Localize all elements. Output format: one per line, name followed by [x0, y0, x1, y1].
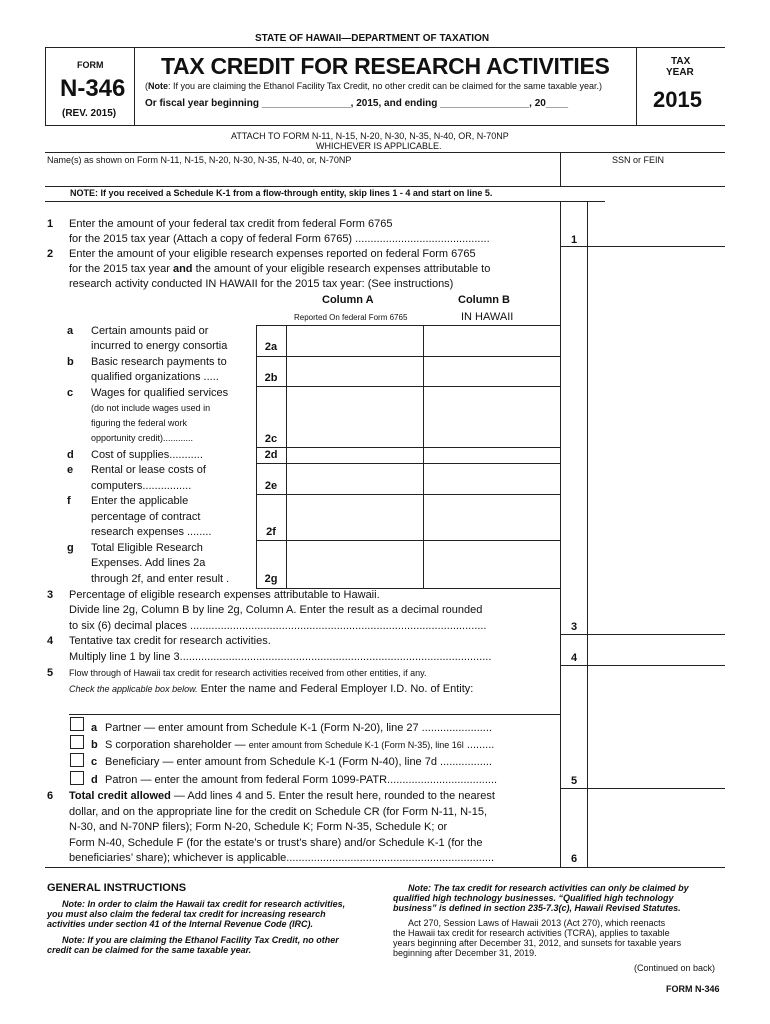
line-6-text-4: Form N-40, Schedule F (for the estate’s or trust’s share) and/or Schedule K-1 (for the [69, 837, 483, 849]
entity-name-input[interactable] [69, 697, 555, 713]
form-revision: (REV. 2015) [62, 108, 117, 119]
option-c-letter: c [91, 756, 98, 768]
line-5-text-2: Check the applicable box below. Enter the name and Federal Employer I.D. No. of Entity: [69, 683, 474, 695]
line-6-text-3: N-30, and N-70NP filers); Form N-20, Schedule K; Form N-35, Schedule K; or [69, 821, 448, 833]
line-3-text-3: to six (6) decimal places ................................................................................................. [69, 620, 487, 632]
header-left-rule [45, 47, 46, 125]
line-2e-col-a-input[interactable] [288, 476, 421, 492]
line-5-number: 5 [47, 667, 54, 679]
line-1-box-label: 1 [570, 234, 578, 246]
line-1-text-1: Enter the amount of your federal tax credit from federal Form 6765 [69, 218, 393, 230]
line-2c-text-2: (do not include wages used in [91, 403, 211, 413]
line-2g-text-1: Total Eligible Research [91, 542, 203, 554]
form-number: N-346 [60, 75, 126, 102]
ethanol-note: (Note: If you are claiming the Ethanol Facility Tax Credit, no other credit can be claimed for the same taxable year.) [145, 81, 603, 91]
line-2d-letter: d [67, 449, 74, 461]
line-6-text-5: beneficiaries’ share); whichever is applicable.................................................................... [69, 852, 495, 864]
ssn-label: SSN or FEIN [612, 155, 665, 165]
line-2b-text-1: Basic research payments to [91, 356, 227, 368]
continued-on-back: (Continued on back) [634, 963, 716, 973]
line-2d-box-label: 2d [264, 449, 278, 461]
checkbox-beneficiary[interactable] [70, 753, 84, 767]
fiscal-year-line[interactable]: Or fiscal year beginning ________________, 2015, and ending ________________, 20____ [145, 98, 569, 109]
line-2g-text-3: through 2f, and enter result . [91, 573, 230, 585]
general-note-2-line-2: credit can be claimed for the same taxable year. [47, 945, 252, 955]
line-4-text-1: Tentative tax credit for research activities. [69, 635, 271, 647]
line-5-text-1: Flow through of Hawaii tax credit for research activities received from other entities, if any. [69, 668, 427, 678]
line-2a-box-label: 2a [264, 341, 278, 353]
act-270-line-2: the Hawaii tax credit for research activities (TCRA), applies to taxable [393, 928, 670, 938]
line-2f-text-2: percentage of contract [91, 511, 201, 523]
form-box-divider [134, 47, 135, 125]
line-2c-text-4: opportunity credit)............ [91, 433, 194, 443]
row-2a-rule [256, 356, 560, 357]
option-a-letter: a [91, 722, 98, 734]
option-a-text: Partner — enter amount from Schedule K-1 (Form N-20), line 27 ....................... [105, 722, 492, 734]
line-2g-col-b-input[interactable] [425, 570, 558, 586]
line-2g-col-a-input[interactable] [288, 570, 421, 586]
entity-name-rule [69, 714, 560, 715]
line-2e-text-1: Rental or lease costs of [91, 464, 206, 476]
line-1-amount-input[interactable] [589, 230, 725, 246]
line-3-rule [560, 634, 725, 635]
attach-line-2: WHICHEVER IS APPLICABLE. [316, 141, 442, 151]
names-label: Name(s) as shown on Form N-11, N-15, N-20, N-30, N-35, N-40, or, N-70NP [47, 155, 352, 165]
column-a-title: Column A [322, 294, 374, 306]
option-b-letter: b [91, 739, 98, 751]
act-270-line-3: years beginning after December 31, 2012, and sunsets for taxable years [393, 938, 682, 948]
line-4-amount-input[interactable] [589, 648, 725, 664]
column-b-subtitle: IN HAWAII [461, 311, 514, 323]
line-2-grid-left [256, 325, 257, 588]
amount-col-mid-rule [587, 201, 588, 867]
names-top-rule [45, 152, 725, 153]
line-2-grid-label-divider [286, 325, 287, 588]
option-d-text: Patron — enter the amount from federal Form 1099-PATR.................................... [105, 774, 498, 786]
line-2-text-3: research activity conducted IN HAWAII for the 2015 tax year: (See instructions) [69, 278, 454, 290]
tax-year-label-2: YEAR [666, 67, 694, 78]
checkbox-patron[interactable] [70, 771, 84, 785]
line-2c-text-1: Wages for qualified services [91, 387, 229, 399]
line-2g-letter: g [67, 542, 74, 554]
attach-line-1: ATTACH TO FORM N-11, N-15, N-20, N-30, N-35, N-40, OR, N-70NP [231, 131, 509, 141]
tax-year-label-1: TAX [671, 56, 691, 67]
line-2b-text-2: qualified organizations ..... [91, 371, 219, 383]
column-a-subtitle: Reported On federal Form 6765 [294, 313, 408, 322]
line-2d-col-a-input[interactable] [288, 447, 421, 463]
checkbox-s-corp[interactable] [70, 735, 84, 749]
line-3-number: 3 [47, 589, 54, 601]
line-6-bottom-rule [45, 867, 725, 868]
right-note-line-1: Note: The tax credit for research activities can only be claimed by [408, 883, 689, 893]
option-d-letter: d [91, 774, 98, 786]
line-2d-text-1: Cost of supplies........... [91, 449, 203, 461]
form-title: TAX CREDIT FOR RESEARCH ACTIVITIES [161, 53, 610, 79]
line-2a-col-a-input[interactable] [288, 338, 421, 354]
line-2c-text-3: figuring the federal work [91, 418, 188, 428]
line-2c-letter: c [67, 387, 74, 399]
line-2a-text-1: Certain amounts paid or [91, 325, 209, 337]
line-1-rule [560, 246, 725, 247]
k1-note-rule [45, 201, 605, 202]
line-5-rule [560, 788, 725, 789]
line-6-text-1: Total credit allowed — Add lines 4 and 5. Enter the result here, rounded to the nearest [69, 790, 495, 802]
right-note-line-3: business” is defined in section 235-7.3(c), Hawaii Revised Statutes. [393, 903, 681, 913]
line-4-number: 4 [47, 635, 54, 647]
line-2b-box-label: 2b [264, 372, 278, 384]
line-2a-letter: a [67, 325, 74, 337]
line-2c-col-a-input[interactable] [288, 429, 421, 445]
ssn-input[interactable] [563, 167, 723, 183]
line-3-amount-input[interactable] [589, 617, 725, 633]
line-2b-col-a-input[interactable] [288, 368, 421, 384]
general-instructions-heading: GENERAL INSTRUCTIONS [47, 882, 187, 894]
line-1-number: 1 [47, 218, 54, 230]
line-6-box-label: 6 [570, 853, 578, 865]
line-2f-text-3: research expenses ........ [91, 526, 212, 538]
line-2f-col-b-input[interactable] [425, 522, 558, 538]
line-2a-col-b-input[interactable] [425, 338, 558, 354]
line-2e-letter: e [67, 464, 74, 476]
names-input[interactable] [47, 167, 557, 183]
line-2d-col-b-input[interactable] [425, 447, 558, 463]
line-5-amount-input[interactable] [589, 771, 725, 787]
line-6-text-2: dollar, and on the appropriate line for the credit on Schedule CR (for Form N-11, N-15, [69, 806, 488, 818]
line-2g-text-2: Expenses. Add lines 2a [91, 557, 206, 569]
line-3-box-label: 3 [570, 621, 578, 633]
ssn-divider [560, 152, 561, 186]
line-2c-col-b-input[interactable] [425, 429, 558, 445]
column-b-title: Column B [458, 294, 510, 306]
line-3-text-1: Percentage of eligible research expenses attributable to Hawaii. [69, 589, 380, 601]
amount-col-left-rule [560, 201, 561, 867]
line-6-number: 6 [47, 790, 54, 802]
line-3-text-2: Divide line 2g, Column B by line 2g, Column A. Enter the result as a decimal rounded [69, 604, 483, 616]
line-2e-box-label: 2e [264, 480, 278, 492]
general-note-1-line-3: activities under section 41 of the Internal Revenue Code (IRC). [47, 919, 314, 929]
act-270-line-1: Act 270, Session Laws of Hawaii 2013 (Act 270), which reenacts [408, 918, 666, 928]
line-2-text-1: Enter the amount of your eligible research expenses reported on federal Form 6765 [69, 248, 476, 260]
line-4-text-2: Multiply line 1 by line 3...................................................................................................... [69, 651, 492, 663]
row-2f-rule [256, 540, 560, 541]
footer-form-number: FORM N-346 [666, 984, 720, 994]
line-6-amount-input[interactable] [589, 849, 725, 865]
line-2-number: 2 [47, 248, 54, 260]
general-note-1-line-1: Note: In order to claim the Hawaii tax credit for research activities, [62, 899, 346, 909]
line-2f-letter: f [67, 495, 71, 507]
tax-year: 2015 [653, 87, 702, 112]
line-2f-text-1: Enter the applicable [91, 495, 189, 507]
row-2d-rule [256, 463, 560, 464]
option-b-text: S corporation shareholder — enter amount from Schedule K-1 (Form N-35), line 16l ......... [105, 739, 495, 751]
line-2-grid-top [256, 325, 560, 326]
row-2b-rule [256, 386, 560, 387]
line-2g-box-label: 2g [264, 573, 278, 585]
line-2-grid-col-divider [423, 325, 424, 588]
general-note-2-line-1: Note: If you are claiming the Ethanol Facility Tax Credit, no other [62, 935, 339, 945]
names-bottom-rule [45, 186, 725, 187]
right-note-line-2: qualified high technology businesses. “Qualified high technology [393, 893, 674, 903]
checkbox-partner[interactable] [70, 717, 84, 731]
line-2-text-2: for the 2015 tax year and the amount of your eligible research expenses attributable to [69, 263, 491, 275]
line-2f-col-a-input[interactable] [288, 522, 421, 538]
k1-note: NOTE: If you received a Schedule K-1 from a flow-through entity, skip lines 1 - 4 and start on line 5. [70, 188, 493, 198]
line-2c-box-label: 2c [264, 433, 278, 445]
line-2b-col-b-input[interactable] [425, 368, 558, 384]
agency-name: STATE OF HAWAII—DEPARTMENT OF TAXATION [255, 33, 490, 44]
line-1-text-2: for the 2015 tax year (Attach a copy of federal Form 6765) ............................................ [69, 233, 490, 245]
act-270-line-4: beginning after December 31, 2019. [393, 948, 537, 958]
line-5-box-label: 5 [570, 775, 578, 787]
line-2e-col-b-input[interactable] [425, 476, 558, 492]
line-2f-box-label: 2f [266, 526, 276, 538]
line-2e-text-2: computers................ [91, 480, 192, 492]
form-label: FORM [77, 60, 104, 70]
line-2a-text-2: incurred to energy consortia [91, 340, 228, 352]
option-c-text: Beneficiary — enter amount from Schedule K-1 (Form N-40), line 7d ................. [105, 756, 492, 768]
row-2e-rule [256, 494, 560, 495]
header-top-rule [45, 47, 725, 48]
year-box-divider [636, 47, 637, 125]
line-2b-letter: b [67, 356, 74, 368]
line-4-rule [560, 665, 725, 666]
line-4-box-label: 4 [570, 652, 578, 664]
header-bottom-rule [45, 125, 725, 126]
general-note-1-line-2: you must also claim the federal tax credit for increasing research [47, 909, 326, 919]
